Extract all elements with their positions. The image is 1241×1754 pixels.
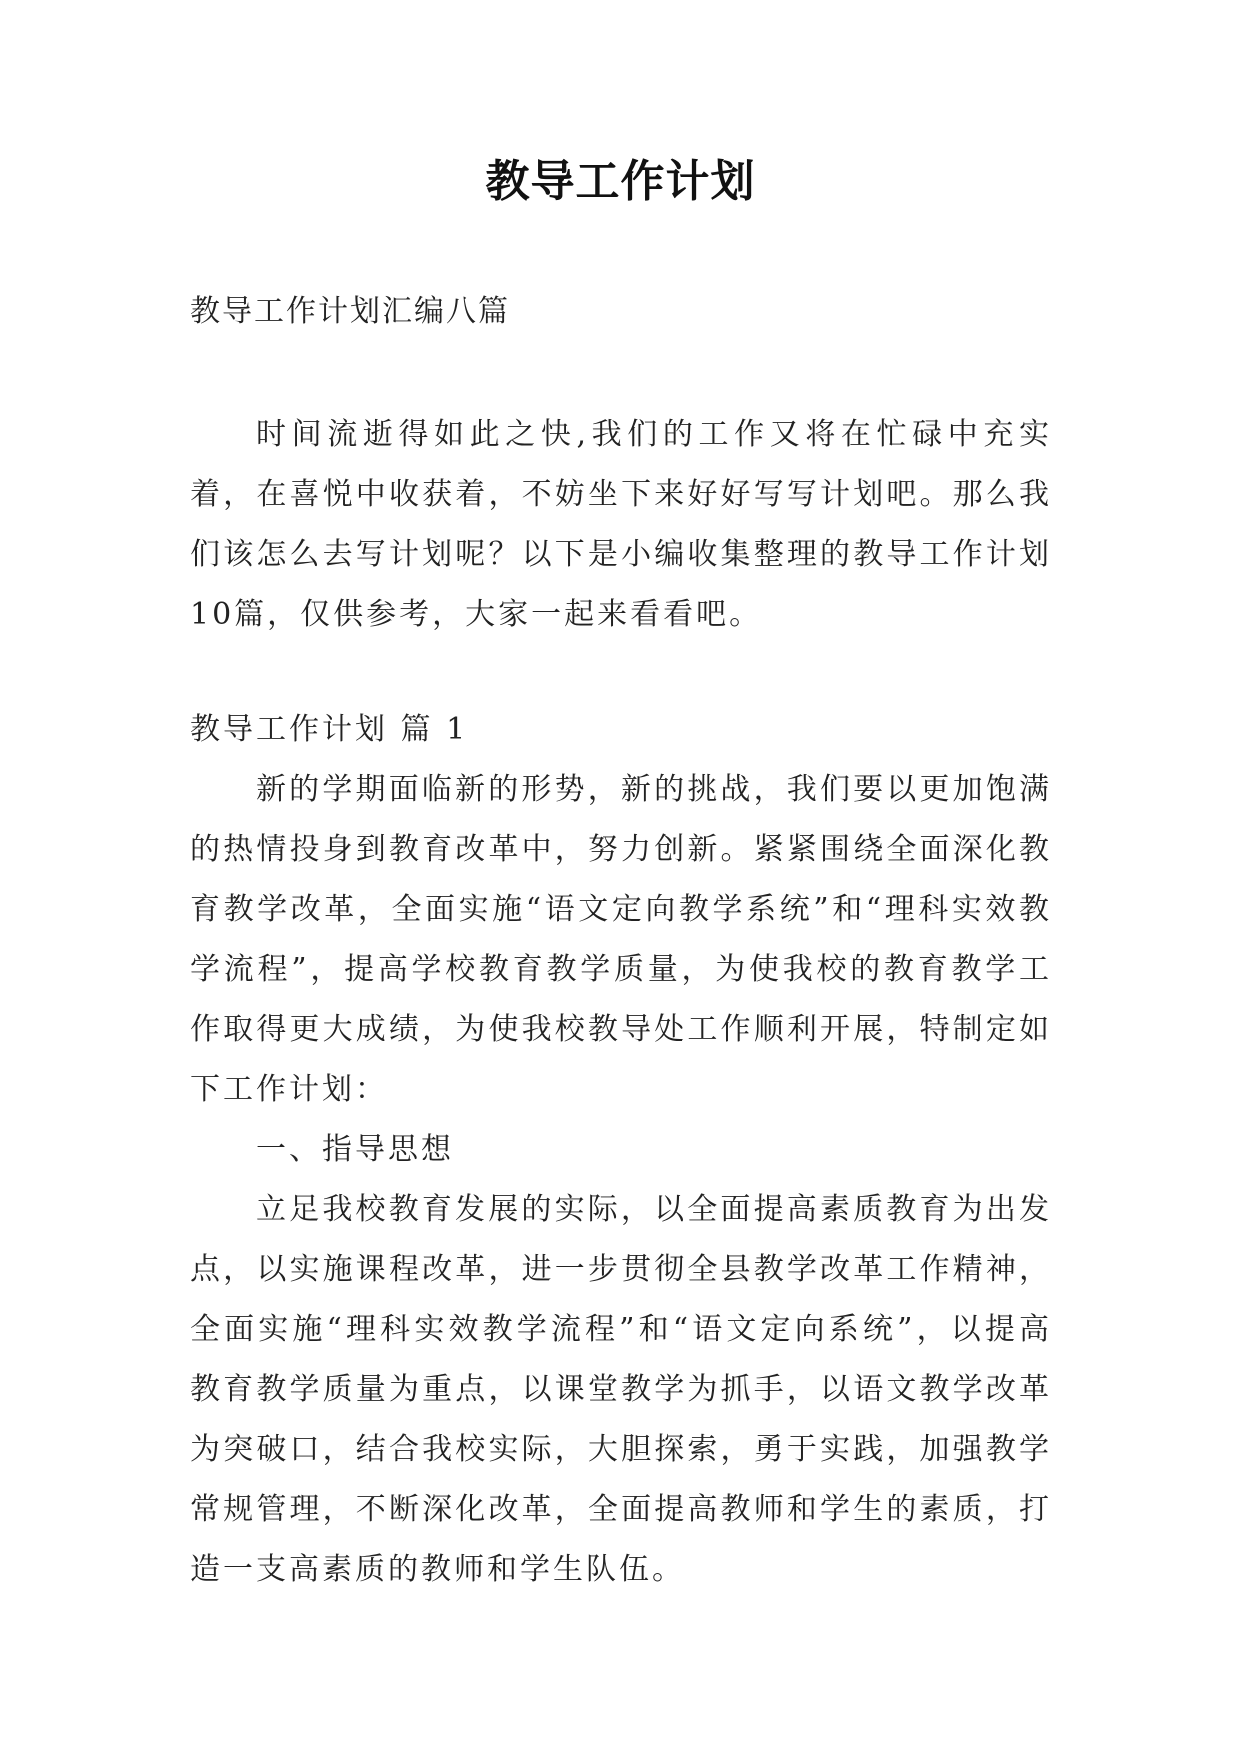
subsection-heading: 一、指导思想: [256, 1132, 454, 1167]
document-subtitle: 教导工作计划汇编八篇: [190, 294, 510, 329]
article-section: [190, 700, 1052, 1600]
intro-paragraph: 时间流逝得如此之快,我们的工作又将在忙碌中充实着，在喜悦中收获着，不妨坐下来好好写写计划吧。那么我们该怎么去写计划呢？以下是小编收集整理的教导工作计划10篇，仅供参考，大家一起来看看吧。: [190, 417, 1052, 632]
page-title: 教导工作计划: [485, 156, 756, 207]
section-heading: 教导工作计划 篇 1: [190, 712, 469, 747]
body-paragraph: 立足我校教育发展的实际，以全面提高素质教育为出发点，以实施课程改革，进一步贯彻全县教学改革工作精神，全面实施“理科实效教学流程”和“语文定向系统”，以提高教育教学质量为重点，以课堂教学为抓手，以语文教学改革为突破口，结合我校实际，大胆探索，勇于实践，加强教学常规管理，不断深化改革，全面提高教师和学生的素质，打造一支高素质的教师和学生队伍。: [190, 1192, 1052, 1587]
body-paragraph: 新的学期面临新的形势，新的挑战，我们要以更加饱满的热情投身到教育改革中，努力创新。紧紧围绕全面深化教育教学改革，全面实施“语文定向教学系统”和“理科实效教学流程”，提高学校教育教学质量，为使我校的教育教学工作取得更大成绩，为使我校教导处工作顺利开展，特制定如下工作计划：: [190, 772, 1052, 1107]
